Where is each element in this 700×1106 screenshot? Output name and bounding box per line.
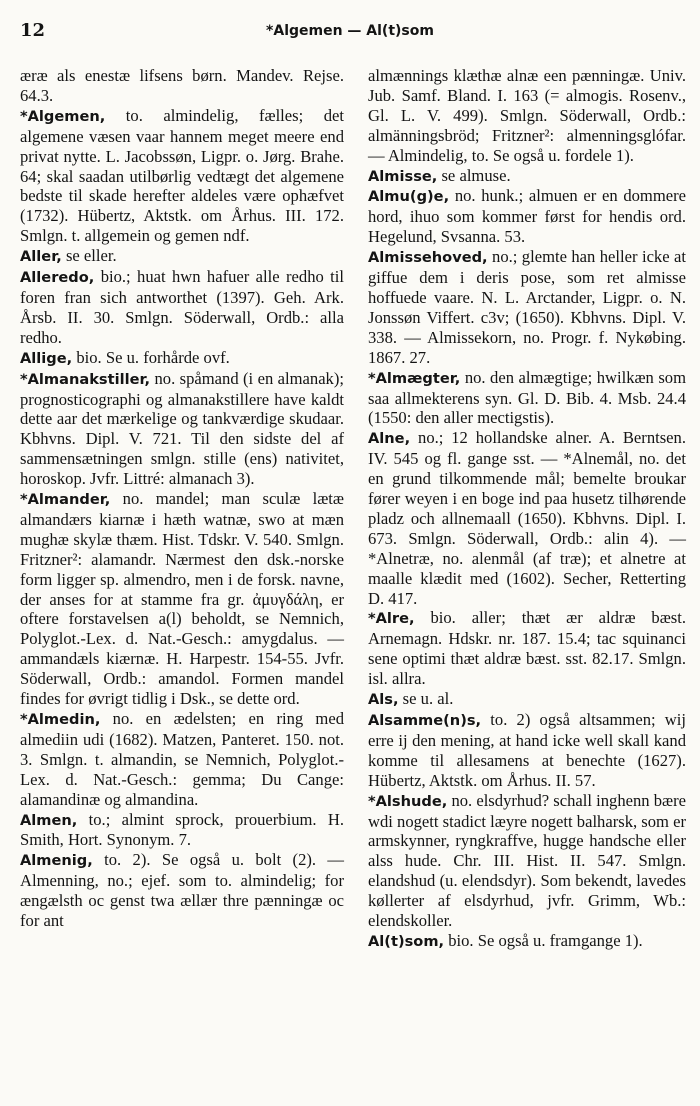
right-column (368, 66, 686, 952)
entry-text: no. spåmand (i en almanak); prognosticographi og almanakstillere have kaldt dette aar det mærkelige og tankværdige skudaar. Kbhvns. Dipl. V. 721. Til den sidste del af sammensætningen smlgn. stille (ens) nativitet, horoskop. Jvfr. Littré: almanach 3). (20, 368, 344, 489)
entry-headword: *Almander, (20, 491, 111, 509)
entry-text: bio. Se u. forhårde ovf. (72, 347, 230, 367)
dictionary-entry (368, 368, 686, 429)
dictionary-entry (368, 247, 686, 367)
dictionary-entry (20, 66, 344, 106)
entry-text: no. den almægtige; hwilkæn som saa allmekterens syn. Gl. D. Bib. 4. Msb. 24.4 (1550: den aller mectigstis). (368, 367, 686, 428)
entry-text: no. mandel; man sculæ lætæ almandærs kiarnæ i hæth watnæ, swo at mæn mughæ skylæ thæm. Hist. Tdskr. V. 540. Smlgn. Fritzner²: alamandr. Nærmest den dsk.-norske form ligger sp. almendro, men i de forsk. navne, der anses for at stamme fra gr. ἀμυγδάλη, er oftere forstavelsen a(l) beholdt, se Nemnich, Polyglot.-Lex. d. Nat.-Gesch.: amygdalus. — ammandæls kiærnæ. H. Harpestr. 154-55. Jvfr. Söderwall, Ordb.: amandol. Formen mandel findes for øvrigt tidlig i Dsk., se dette ord. (20, 489, 344, 709)
dictionary-entry (20, 850, 344, 931)
entry-headword: Almissehoved, (368, 249, 488, 267)
entry-text: to.; almint sprock, prouerbium. H. Smith, Hort. Synonym. 7. (20, 809, 344, 850)
entry-headword: Al(t)som, (368, 932, 445, 950)
entry-text: se eller. (61, 246, 117, 266)
entry-headword: Almisse, (368, 167, 438, 185)
entry-text: no. elsdyrhud? schall inghenn bære wdi nogett stadict læyre nogett balharsk, som er armskynner, ryngkraffve, hugge handsche eller alss hude. Chr. III. Hist. II. 547. Smlgn. elandshud (u. elendsdyr). Som bekendt, lavedes køllerter af elsdyrhud, jvfr. Grimm, Wb.: elendskoller. (368, 790, 687, 931)
entry-text: to. almindelig, fælles; det algemene væsen vaar hannem meget meere end privat nytte. L. Jacobssøn, Ligpr. o. Jørg. Brahe. 64; skal saadan utilbørlig vedtægt det algemene bedste til skade herefter aldeles være ophæfvet (1732). Hübertz, Aktstk. om Århus. III. 172. Smlgn. t. allgemein og gemen ndf. (20, 105, 344, 246)
dictionary-entry (20, 106, 344, 246)
entry-text: no.; glemte han heller icke at giffue dem i deris pose, som ret almisse hoffuede vaare. N. L. Arctander, Ligpr. o. N. Jonssøn Viffert. c3v; (1650). Kbhvns. Dipl. V. 338. — Almissekorn, no. Progr. f. Nykøbing. 1867. 27. (368, 247, 686, 367)
entry-text: se u. al. (398, 689, 454, 709)
dictionary-entry (368, 710, 686, 791)
entry-headword: Aller, (20, 248, 62, 266)
dictionary-entry (368, 689, 686, 710)
left-column (20, 66, 344, 931)
running-head: *Algemen — Al(t)som (266, 23, 434, 39)
entry-text: æræ als enestæ lifsens børn. Mandev. Rejse. 64.3. (20, 66, 344, 105)
entry-headword: Allige, (20, 349, 73, 367)
dictionary-entry (20, 246, 344, 267)
entry-headword: Almu(g)e, (368, 188, 450, 206)
dictionary-entry (368, 166, 686, 187)
entry-text: almænnings klæthæ alnæ een pænningæ. Univ. Jub. Samf. Bland. I. 163 (= almogis. Rosenv., Gl. L. V. 499). Smlgn. Söderwall, Ordb.: almänningsbröd; Fritzner²: almenningsglófar. — Almindelig, to. Se også u. fordele 1). (368, 66, 686, 165)
dictionary-entry (20, 267, 344, 348)
dictionary-entry (20, 709, 344, 810)
entry-headword: *Almanakstiller, (20, 370, 151, 388)
entry-headword: Almen, (20, 811, 78, 829)
entry-text: no.; 12 hollandske alner. A. Berntsen. IV. 545 og fl. gange sst. — *Alnemål, no. det en grund tilkommende mål; bemelte broukar fører weyen i en boge ind paa husetz tilhørende pladz och allnemaall (1650). Kbhvns. Dipl. I. 673. Smlgn. Söderwall, Ordb.: alin 4). — *Alnetræ, no. alenmål (af træ); et alnetre at maalle klædit med (1602). Secher, Retterting D. 417. (368, 428, 686, 608)
page-number: 12 (20, 20, 46, 41)
entry-text: se almuse. (437, 165, 511, 185)
dictionary-entry (368, 428, 686, 608)
entry-headword: Alsamme(n)s, (368, 712, 482, 729)
entry-headword: *Almedin, (20, 711, 101, 728)
entry-headword: *Algemen, (20, 107, 106, 125)
entry-headword: Almenig, (20, 852, 93, 870)
dictionary-entry (20, 348, 344, 369)
entry-headword: Alne, (368, 430, 411, 448)
entry-headword: *Almægter, (368, 369, 461, 387)
entry-text: no. hunk.; almuen er en dommere hord, ihuo som kommer først for hendis ord. Hegelund, Svsanna. 53. (368, 186, 686, 247)
entry-text: bio. aller; thæt ær aldræ bæst. Arnemagn. Hdskr. nr. 187. 15.4; tac squinanci sene optimi thæt aldræ bæst. sst. 82.17. Smlgn. isl. allra. (368, 608, 686, 689)
entry-text: bio.; huat hwn hafuer alle redho til foren fran sich antworthet (1397). Geh. Ark. Årsb. II. 30. Smlgn. Söderwall, Ordb.: alla redho. (20, 267, 344, 347)
entry-text: no. en ædelsten; en ring med almediin udi (1682). Matzen, Panteret. 150. not. 3. Smlgn. t. almandin, se Nemnich, Polyglot.-Lex. d. Nat.-Gesch.: gemma; Du Cange: alamandinæ og almandina. (20, 709, 344, 809)
entry-headword: Als, (368, 691, 399, 709)
dictionary-entry (368, 791, 686, 931)
dictionary-entry (368, 66, 686, 166)
entry-headword: *Alre, (368, 610, 415, 628)
entry-text: bio. Se også u. framgange 1). (444, 930, 643, 950)
dictionary-entry (368, 186, 686, 247)
entry-headword: *Alshude, (368, 792, 448, 810)
entry-headword: Alleredo, (20, 269, 95, 287)
dictionary-entry (20, 369, 344, 489)
entry-text: to. 2) også altsammen; wij erre ij den mening, at hand icke well skall kand komme til allesamens at benechte (1627). Hübertz, Aktstk. om Århus. II. 57. (368, 710, 686, 790)
page-header (20, 20, 680, 44)
dictionary-entry (368, 931, 686, 952)
dictionary-entry (368, 608, 686, 689)
dictionary-entry (20, 489, 344, 709)
entry-text: to. 2). Se også u. bolt (2). — Almenning, no.; ejef. som to. almindelig; for ængælsth oc genst twa ællær thre pænningæ oc for ant (20, 850, 344, 931)
dictionary-entry (20, 810, 344, 851)
